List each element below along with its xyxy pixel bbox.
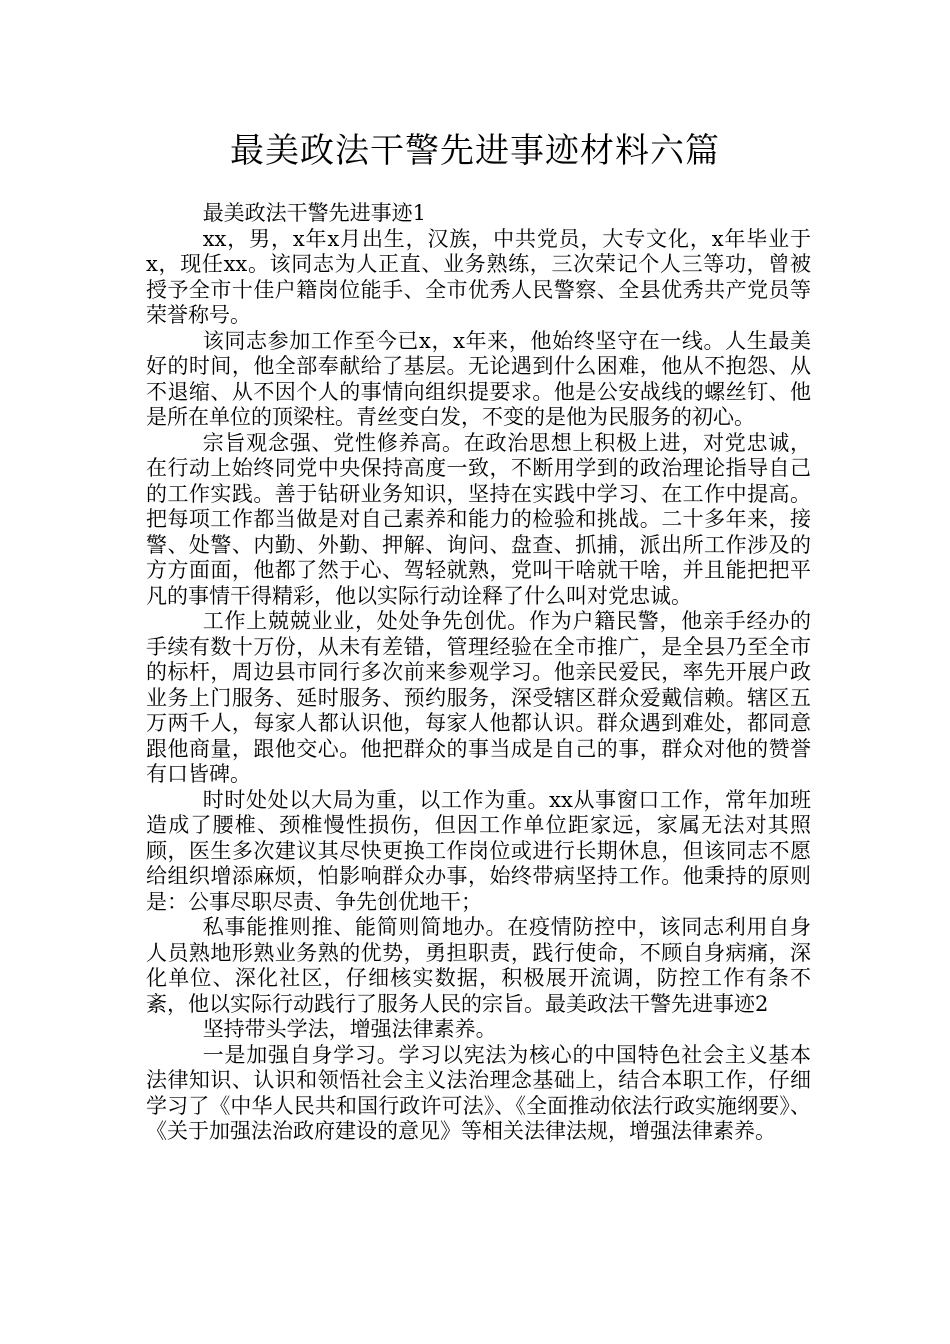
- paragraph-frontline: 该同志参加工作至今已x，x年来，他始终坚守在一线。人生最美好的时间，他全部奉献给了基层。无论遇到什么困难，他从不抱怨、从不退缩、从不因个人的事情向组织提要求。他是公安战线的螺丝钉、他是所在单位的顶梁柱。青丝变白发，不变的是他为民服务的初心。: [146, 328, 811, 429]
- paragraph-heading-1: 最美政法干警先进事迹1: [202, 201, 427, 225]
- paragraph-profile: xx，男，x年x月出生，汉族，中共党员，大专文化，x年毕业于x，现任xx。该同志为人正直、业务熟练，三次荣记个人三等功，曾被授予全市十佳户籍岗位能手、全市优秀人民警察、全县优秀共产党员等荣誉称号。: [146, 226, 811, 327]
- paragraph-diligence: 工作上兢兢业业，处处争先创优。作为户籍民警，他亲手经办的手续有数十万份，从未有差错，管理经验在全市推广，是全县乃至全市的标杆，周边县市同行多次前来参观学习。他亲民爱民，率先开展户政业务上门服务、延时服务、预约服务，深受辖区群众爱戴信赖。辖区五万两千人，每家人都认识他，每家人他都认识。群众遇到难处，都同意跟他商量，跟他交心。他把群众的事当成是自己的事，群众对他的赞誉有口皆碑。: [146, 609, 811, 786]
- paragraph-dedication: 时时处处以大局为重，以工作为重。xx从事窗口工作，常年加班造成了腰椎、颈椎慢性损伤，但因工作单位距家远，家属无法对其照顾，医生多次建议其尽快更换工作岗位或进行长期休息，但该同志不愿给组织增添麻烦，怕影响群众办事，始终带病坚持工作。他秉持的原则是：公事尽职尽责、争先创优地干；: [146, 787, 811, 914]
- paragraph-epidemic: 私事能推则推、能简则简地办。在疫情防控中，该同志利用自身人员熟地形熟业务熟的优势，勇担职责，践行使命，不顾自身病痛，深化单位、深化社区，仔细核实数据，积极展开流调，防控工作有条不紊，他以实际行动践行了服务人民的宗旨。最美政法干警先进事迹2: [146, 915, 811, 1016]
- paragraph-loyalty: 宗旨观念强、党性修养高。在政治思想上积极上进，对党忠诚，在行动上始终同党中央保持高度一致，不断用学到的政治理论指导自己的工作实践。善于钻研业务知识，坚持在实践中学习、在工作中提高。把每项工作都当做是对自己素养和能力的检验和挑战。二十多年来，接警、处警、内勤、外勤、押解、询问、盘查、抓捕，派出所工作涉及的方方面面，他都了然于心、驾轻就熟，党叫干啥就干啥，并且能把把平凡的事情干得精彩，他以实际行动诠释了什么叫对党忠诚。: [146, 430, 811, 608]
- document-title: 最美政法干警先进事迹材料六篇: [230, 131, 720, 171]
- document-body: [146, 201, 811, 1145]
- paragraph-self-learning: 一是加强自身学习。学习以宪法为核心的中国特色社会主义基本法律知识、认识和领悟社会主义法治理念基础上，结合本职工作，仔细学习了《中华人民共和国行政许可法》、《全面推动依法行政实施纲要》、《关于加强法治政府建设的意见》等相关法律法规，增强法律素养。: [146, 1042, 811, 1143]
- paragraph-study-law: 坚持带头学法，增强法律素养。: [202, 1017, 497, 1041]
